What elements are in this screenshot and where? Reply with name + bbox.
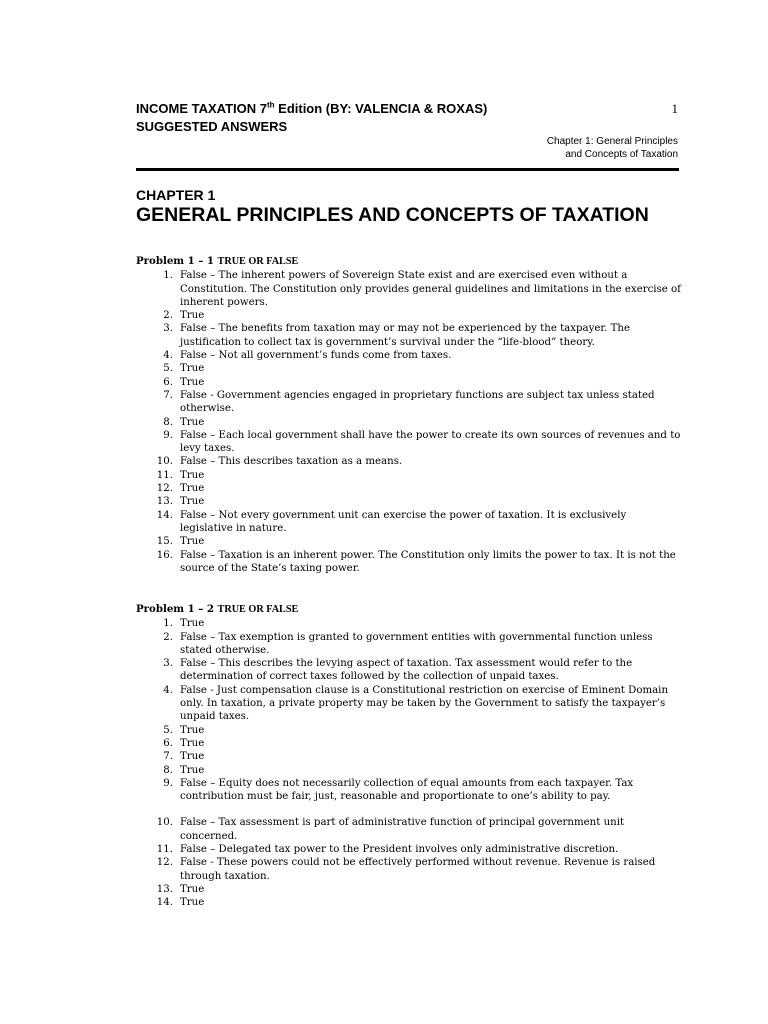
answer-number: 14. <box>156 897 173 909</box>
answer-number: 2. <box>163 631 173 643</box>
answer-number: 16. <box>156 549 173 561</box>
answer-text: True <box>180 376 205 388</box>
answer-number: 13. <box>156 883 173 895</box>
answer-item <box>136 657 681 684</box>
answer-item <box>136 416 681 429</box>
running-chapter-reference <box>547 135 678 161</box>
answer-number: 10. <box>156 456 173 468</box>
answer-number: 5. <box>163 363 173 375</box>
answer-text: True <box>180 751 205 763</box>
answer-number: 6. <box>163 376 173 388</box>
answer-text: False – Not all government’s funds come from taxes. <box>180 350 452 362</box>
edition-superscript: th <box>266 100 275 110</box>
answer-number: 8. <box>163 764 173 776</box>
answer-item <box>136 482 681 495</box>
answer-text: False – The inherent powers of Sovereign State exist and are exercised even without a Constitution. The Constitution only provides general guidelines and limitations in the exercise of inherent powers. <box>180 270 681 308</box>
answer-text: False – Equity does not necessarily collection of equal amounts from each taxpayer. Tax contribution must be fair, just, reasonable and proportionate to one’s ability to pay. <box>180 777 634 803</box>
answer-item <box>136 737 681 750</box>
answer-item <box>136 750 681 763</box>
answer-item <box>136 349 681 362</box>
answer-item <box>136 495 681 508</box>
answer-item <box>136 269 681 309</box>
answer-text: True <box>180 737 205 749</box>
answer-number: 5. <box>163 724 173 736</box>
problem-heading: Problem 1 – 1 TRUE OR FALSE <box>136 255 299 267</box>
answer-list <box>136 617 681 909</box>
answer-text: True <box>180 496 205 508</box>
header-rule <box>136 168 679 171</box>
answer-list <box>136 269 681 575</box>
answer-item <box>136 309 681 322</box>
answer-item <box>136 617 681 630</box>
answer-item <box>136 764 681 777</box>
answer-number: 9. <box>163 777 173 789</box>
answer-text: False – Delegated tax power to the President involves only administrative discretion. <box>180 844 619 856</box>
answer-item <box>136 843 681 856</box>
answer-text: False – Tax exemption is granted to government entities with governmental function unless stated otherwise. <box>180 631 653 656</box>
answer-number: 11. <box>156 844 173 856</box>
answer-text: False - Just compensation clause is a Constitutional restriction on exercise of Eminent Domain only. In taxation, a private property may be taken by the Government to satisfy the taxpayer’s unpaid taxes. <box>180 684 668 723</box>
answer-number: 1. <box>163 618 173 630</box>
answer-number: 6. <box>163 737 173 749</box>
answer-number: 4. <box>163 350 173 362</box>
answer-text: True <box>180 764 205 776</box>
answer-number: 3. <box>163 658 173 670</box>
answer-text: False - These powers could not be effectively performed without revenue. Revenue is raised through taxation. <box>180 857 656 882</box>
answer-item <box>136 883 681 896</box>
answer-text: True <box>180 897 205 909</box>
answer-number: 3. <box>163 323 173 335</box>
answer-number: 13. <box>156 496 173 508</box>
answer-number: 9. <box>163 429 173 441</box>
answer-text: False – This describes taxation as a means. <box>180 456 403 468</box>
answer-text: True <box>180 416 205 428</box>
answer-text: False – This describes the levying aspect of taxation. Tax assessment would refer to the determination of correct taxes followed by the collection of unpaid taxes. <box>180 658 633 683</box>
answer-item <box>136 724 681 737</box>
answer-text: False – The benefits from taxation may or may not be experienced by the taxpayer. The justification to collect tax is government’s survival under the “life-blood” theory. <box>180 323 630 348</box>
answer-item <box>136 549 681 576</box>
answer-item <box>136 469 681 482</box>
answer-number: 7. <box>163 751 173 763</box>
answer-item <box>136 455 681 468</box>
problem-heading: Problem 1 – 2 TRUE OR FALSE <box>136 603 299 615</box>
book-subtitle: SUGGESTED ANSWERS <box>136 119 288 134</box>
answer-item <box>136 631 681 658</box>
answer-number: 7. <box>163 389 173 401</box>
answer-item <box>136 856 681 883</box>
answer-item <box>136 777 681 804</box>
answer-number: 11. <box>156 469 173 481</box>
answer-number: 4. <box>163 684 173 696</box>
chapter-reference-line-1: Chapter 1: General Principles <box>546 136 678 147</box>
answer-number: 12. <box>156 857 173 869</box>
answer-item <box>136 389 681 416</box>
answer-item <box>136 896 681 909</box>
answer-text: True <box>180 536 205 548</box>
answer-text: True <box>180 483 205 495</box>
answer-item <box>136 509 681 536</box>
answer-item <box>136 429 681 456</box>
answer-text: False – Taxation is an inherent power. The Constitution only limits the power to tax. It is not the source of the State’s taxing power. <box>180 549 676 574</box>
answer-text: True <box>180 469 205 481</box>
book-title: INCOME TAXATION 7th Edition (BY: VALENCIA & ROXAS) <box>136 100 488 116</box>
answer-number: 2. <box>163 310 173 322</box>
answer-text: False – Not every government unit can exercise the power of taxation. It is exclusively legislative in nature. <box>180 509 627 534</box>
chapter-reference-line-2: and Concepts of Taxation <box>565 149 678 160</box>
answer-number: 14. <box>156 509 173 521</box>
answer-text: True <box>180 724 205 736</box>
answer-text: False – Each local government shall have the power to create its own sources of revenues and to levy taxes. <box>180 429 681 455</box>
chapter-title: GENERAL PRINCIPLES AND CONCEPTS OF TAXATION <box>136 204 649 226</box>
answer-item <box>136 535 681 548</box>
chapter-label: CHAPTER 1 <box>136 187 216 203</box>
answer-text: True <box>180 310 205 322</box>
answer-item <box>136 322 681 349</box>
problem-1-1 <box>136 255 681 575</box>
answer-text: False - Government agencies engaged in proprietary functions are subject tax unless stated otherwise. <box>180 389 655 415</box>
answer-text: True <box>180 883 205 895</box>
answer-number: 15. <box>156 536 173 548</box>
problem-1-2 <box>136 603 681 910</box>
answer-number: 1. <box>163 270 173 282</box>
answer-item <box>136 362 681 375</box>
answer-number: 10. <box>156 817 173 829</box>
answer-text: True <box>180 618 205 630</box>
answer-item <box>136 684 681 724</box>
answer-text: False – Tax assessment is part of administrative function of principal government unit concerned. <box>180 817 625 842</box>
answer-text: True <box>180 363 205 375</box>
answer-item <box>136 376 681 389</box>
page-number: 1 <box>671 101 678 116</box>
answer-item <box>136 816 681 843</box>
answer-number: 8. <box>163 416 173 428</box>
answer-number: 12. <box>156 483 173 495</box>
